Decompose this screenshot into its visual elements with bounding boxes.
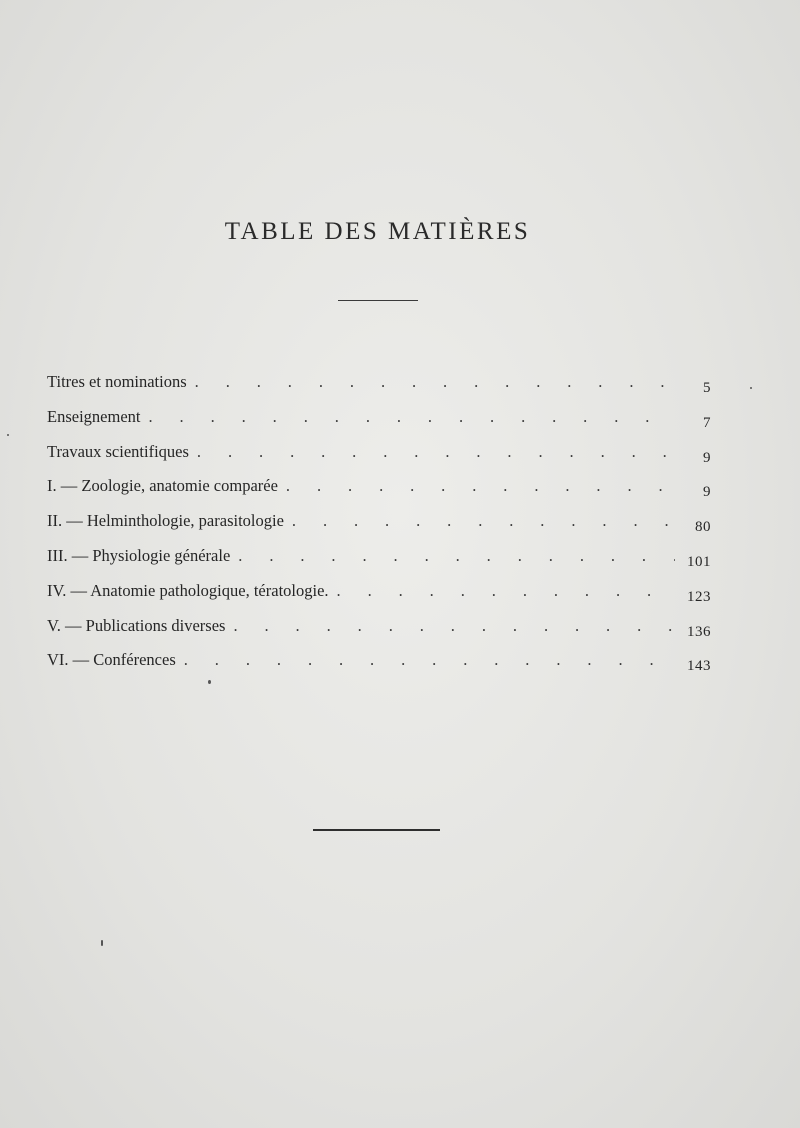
toc-entry-label: Travaux scientifiques [47, 441, 189, 461]
dot-leader [337, 581, 675, 601]
toc-entry-page: 7 [703, 414, 711, 431]
paper-speck [750, 387, 752, 389]
dot-leader [238, 546, 675, 566]
paper-speck [208, 680, 211, 684]
toc-entry [47, 546, 711, 581]
toc-entry-label: V. — Publications diverses [47, 615, 226, 635]
toc-entry-label: Titres et nominations [47, 372, 187, 391]
toc-entry [47, 616, 711, 651]
toc-entry-label: II. — Helminthologie, parasitologie [47, 511, 284, 531]
paper-speck [7, 434, 9, 436]
toc-entry-label: VI. — Conférences [47, 650, 176, 670]
toc-entry-label: III. — Physiologie générale [47, 545, 231, 565]
toc-entry-page: 136 [687, 623, 711, 640]
paper-speck [101, 940, 103, 946]
toc-entry-page: 9 [703, 449, 711, 466]
toc-entry [47, 442, 711, 477]
toc-entry [47, 650, 711, 685]
toc-entry-page: 5 [703, 380, 711, 396]
toc-entry [47, 372, 711, 407]
toc-entry-page: 80 [695, 519, 711, 536]
toc-entry-label: I. — Zoologie, anatomie comparée [47, 476, 278, 496]
dot-leader [233, 616, 675, 636]
toc-entry-page: 9 [703, 484, 711, 501]
table-of-contents [47, 372, 711, 685]
title-divider [338, 300, 418, 301]
toc-entry [47, 581, 711, 616]
dot-leader [195, 372, 675, 392]
toc-entry-page: 143 [687, 658, 711, 675]
dot-leader [286, 476, 675, 496]
closing-divider [313, 829, 440, 831]
toc-entry [47, 476, 711, 511]
toc-entry-page: 123 [687, 588, 711, 605]
toc-entry-page: 101 [687, 553, 711, 570]
dot-leader [292, 511, 675, 531]
toc-entry-label: Enseignement [47, 406, 141, 426]
toc-entry [47, 511, 711, 546]
toc-entry-label: IV. — Anatomie pathologique, tératologie. [47, 580, 329, 600]
dot-leader [197, 442, 675, 462]
toc-entry [47, 407, 711, 442]
dot-leader [184, 650, 675, 670]
dot-leader [148, 407, 675, 427]
page-title: TABLE DES MATIÈRES [224, 218, 531, 245]
